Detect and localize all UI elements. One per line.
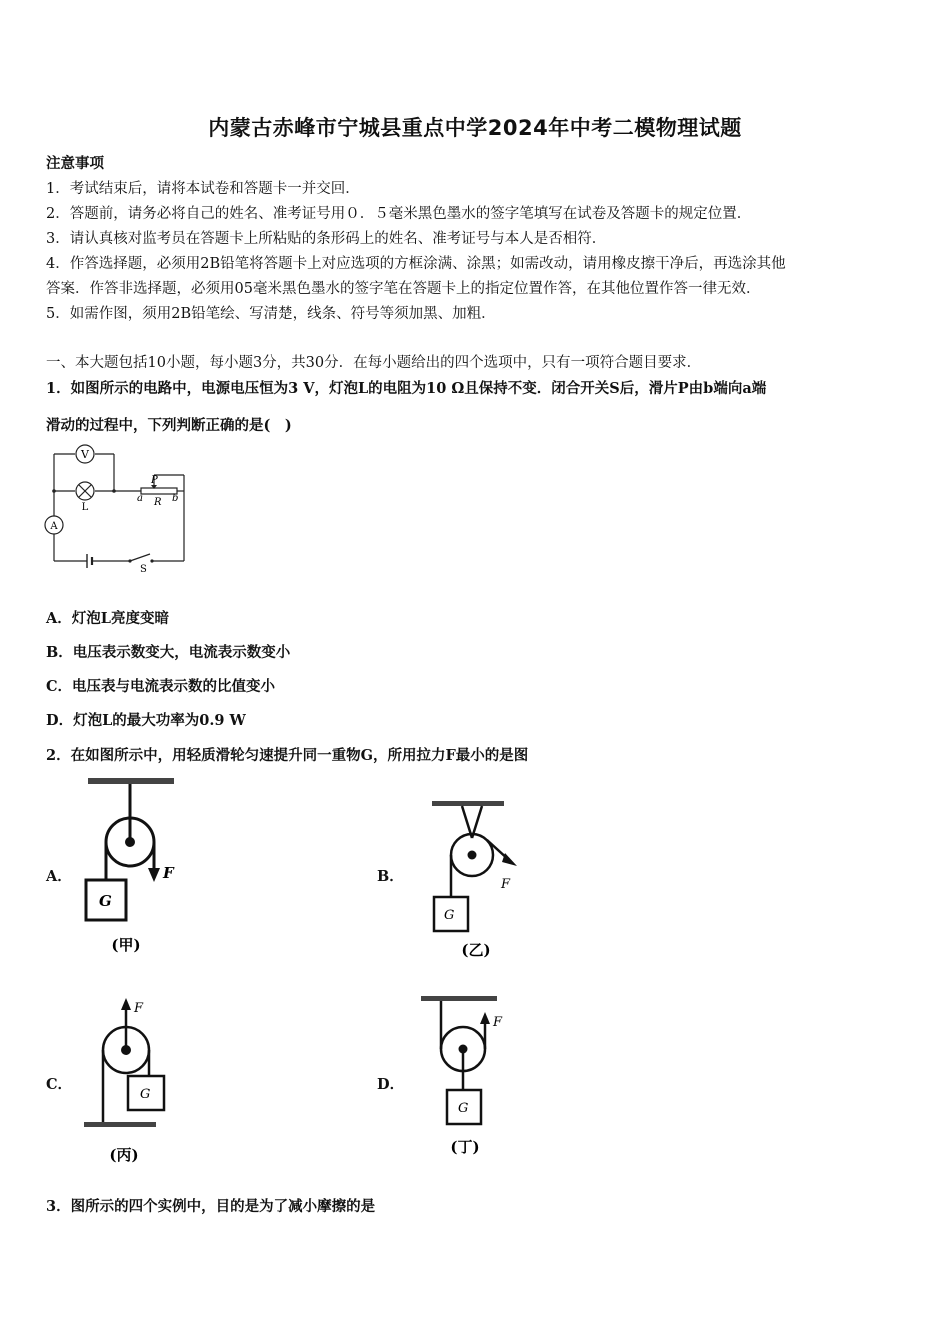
q2-a-weight-label: G (99, 892, 112, 910)
slider-label: P (151, 475, 158, 486)
q2-stem: 2．在如图所示中，用轻质滑轮匀速提升同一重物G，所用拉力F最小的是图 (46, 747, 529, 764)
notice-heading: 注意事项 (46, 155, 104, 172)
q2-option-d-letter: D． (377, 1076, 405, 1093)
q2-d-force-label: F (493, 1015, 503, 1030)
q2-option-c-letter: C． (46, 1076, 73, 1093)
q2-b-force-label: F (501, 877, 511, 892)
q2-pulley-d (415, 990, 535, 1165)
notice-item-4: 4．作答选择题，必须用2B铅笔将答题卡上对应选项的方框涂满、涂黑；如需改动，请用橡皮擦干净后，再选涂其他 (46, 256, 786, 272)
section-heading: 一、本大题包括10小题，每小题3分，共30分．在每小题给出的四个选项中，只有一项符合题目要求． (46, 355, 702, 371)
end-b-label: b (172, 493, 179, 504)
q1-circuit-diagram (42, 444, 192, 574)
notice-item-5: 5．如需作图，须用2B铅笔绘、写清楚，线条、符号等须加黑、加粗． (46, 306, 496, 322)
q2-b-caption: (乙) (461, 941, 491, 959)
page-title: 内蒙古赤峰市宁城县重点中学2024年中考二模物理试题 (208, 116, 742, 140)
q2-c-force-label: F (134, 1001, 144, 1016)
q1-option-c: C．电压表与电流表示数的比值变小 (46, 678, 276, 695)
notice-item-2: 2．答题前，请务必将自己的姓名、准考证号用０．５毫米黑色墨水的签字笔填写在试卷及答题卡的规定位置． (46, 206, 752, 222)
lamp-label: L (81, 502, 89, 513)
q2-pulley-a (80, 772, 190, 962)
q1-option-d: D．灯泡L的最大功率为0.9 W (46, 712, 246, 729)
notice-item-3: 3．请认真核对监考员在答题卡上所粘贴的条形码上的姓名、准考证号与本人是否相符． (46, 231, 607, 247)
q1-stem-line2: 滑动的过程中，下列判断正确的是( ) (46, 417, 292, 434)
q1-option-b: B．电压表示数变大，电流表示数变小 (46, 644, 291, 661)
q1-option-a: A．灯泡L亮度变暗 (46, 610, 169, 627)
q2-b-weight-label: G (444, 908, 455, 923)
q2-a-caption: (甲) (111, 936, 141, 954)
q2-c-weight-label: G (140, 1087, 151, 1102)
q2-c-caption: (丙) (109, 1146, 139, 1164)
notice-item-1: 1．考试结束后，请将本试卷和答题卡一并交回． (46, 181, 360, 197)
voltmeter-label: V (81, 448, 89, 461)
q2-d-caption: (丁) (450, 1138, 480, 1156)
resistor-label: R (154, 497, 162, 508)
q1-stem-line1: 1．如图所示的电路中，电源电压恒为3 V，灯泡L的电阻为10 Ω且保持不变．闭合开关S后，滑片P由b端向a端 (46, 380, 767, 397)
q2-d-weight-label: G (458, 1101, 469, 1116)
notice-item-4-cont: 答案．作答非选择题，必须用05毫米黑色墨水的签字笔在答题卡上的指定位置作答，在其他位置作答一律无效． (46, 281, 761, 297)
q3-stem: 3．图所示的四个实例中，目的是为了减小摩擦的是 (46, 1198, 376, 1215)
end-a-label: a (137, 493, 143, 504)
q2-option-b-letter: B． (377, 868, 404, 885)
switch-label: S (140, 564, 147, 574)
ammeter-label: A (50, 521, 58, 532)
q2-pulley-c (80, 994, 190, 1169)
q2-pulley-b (420, 795, 540, 970)
q2-option-a-letter: A． (46, 868, 72, 885)
q2-a-force-label: F (163, 864, 174, 882)
